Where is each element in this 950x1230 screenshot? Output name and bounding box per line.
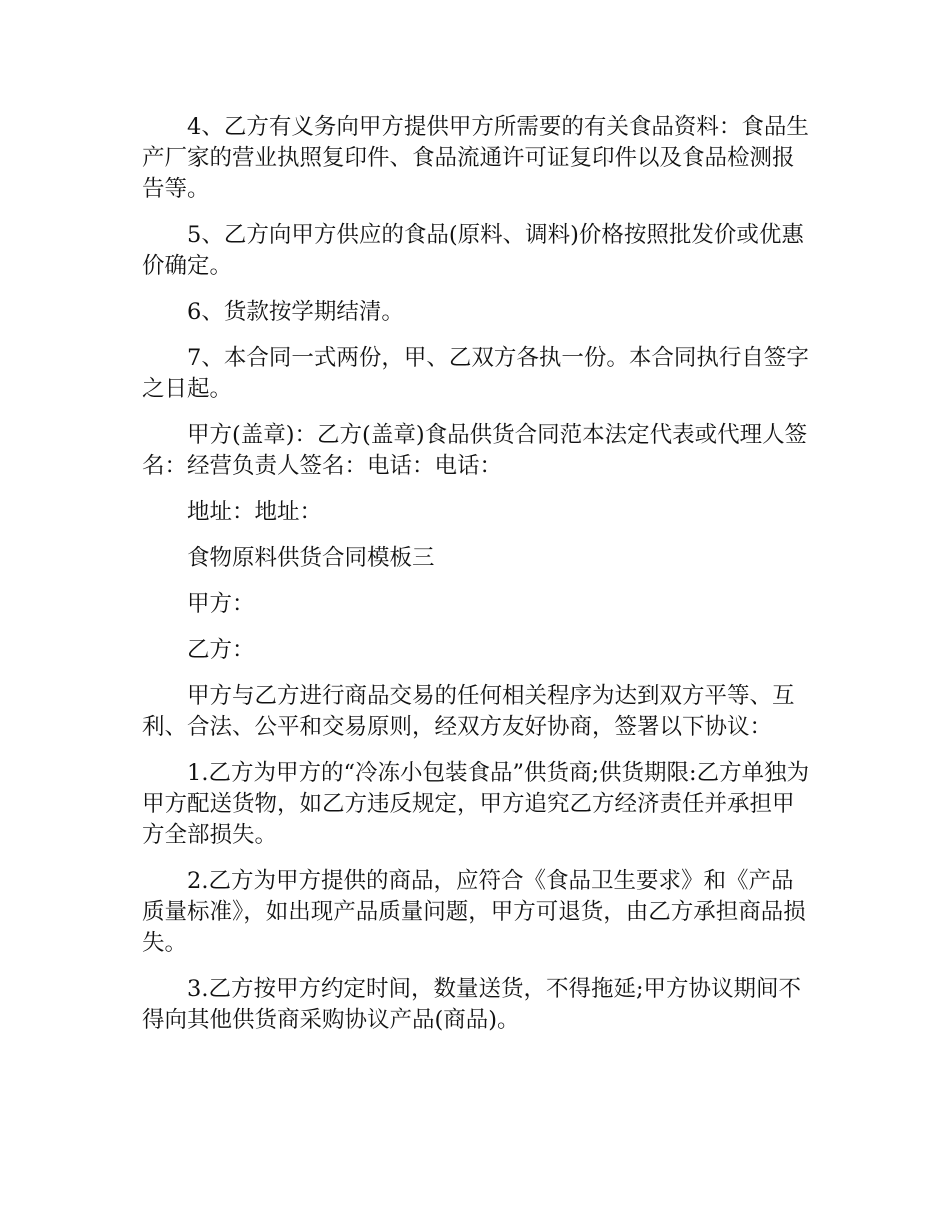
party-a-line: 甲方： bbox=[187, 591, 255, 617]
party-b-line: 乙方： bbox=[187, 637, 255, 663]
clause-5-paragraph: 5、乙方向甲方供应的食品(原料、调料)价格按照批发价或优惠价确定。 bbox=[142, 222, 804, 279]
signature-block: 甲方(盖章)：乙方(盖章)食品供货合同范本法定代表或代理人签名：经营负责人签名：电话：电话： bbox=[142, 422, 808, 479]
clause-7-paragraph: 7、本合同一式两份，甲、乙双方各执一份。本合同执行自签字之日起。 bbox=[142, 345, 809, 402]
clause-6-paragraph: 6、货款按学期结清。 bbox=[187, 299, 404, 325]
address-line: 地址：地址： bbox=[187, 499, 323, 525]
document-body bbox=[142, 112, 814, 1051]
item-2-paragraph: 2.乙方为甲方提供的商品，应符合《食品卫生要求》和《产品质量标准》，如出现产品质量问题，甲方可退货，由乙方承担商品损失。 bbox=[142, 868, 806, 956]
item-3-paragraph: 3.乙方按甲方约定时间，数量送货，不得拖延;甲方协议期间不得向其他供货商采购协议产品(商品)。 bbox=[142, 976, 802, 1033]
preamble-paragraph: 甲方与乙方进行商品交易的任何相关程序为达到双方平等、互利、合法、公平和交易原则，经双方友好协商，签署以下协议： bbox=[142, 683, 795, 740]
item-1-paragraph: 1.乙方为甲方的“冷冻小包装食品”供货商;供货期限:乙方单独为甲方配送货物，如乙方违反规定，甲方追究乙方经济责任并承担甲方全部损失。 bbox=[142, 760, 810, 848]
template-heading: 食物原料供货合同模板三 bbox=[187, 545, 435, 571]
clause-4-paragraph: 4、乙方有义务向甲方提供甲方所需要的有关食品资料：食品生产厂家的营业执照复印件、食品流通许可证复印件以及食品检测报告等。 bbox=[142, 114, 809, 202]
